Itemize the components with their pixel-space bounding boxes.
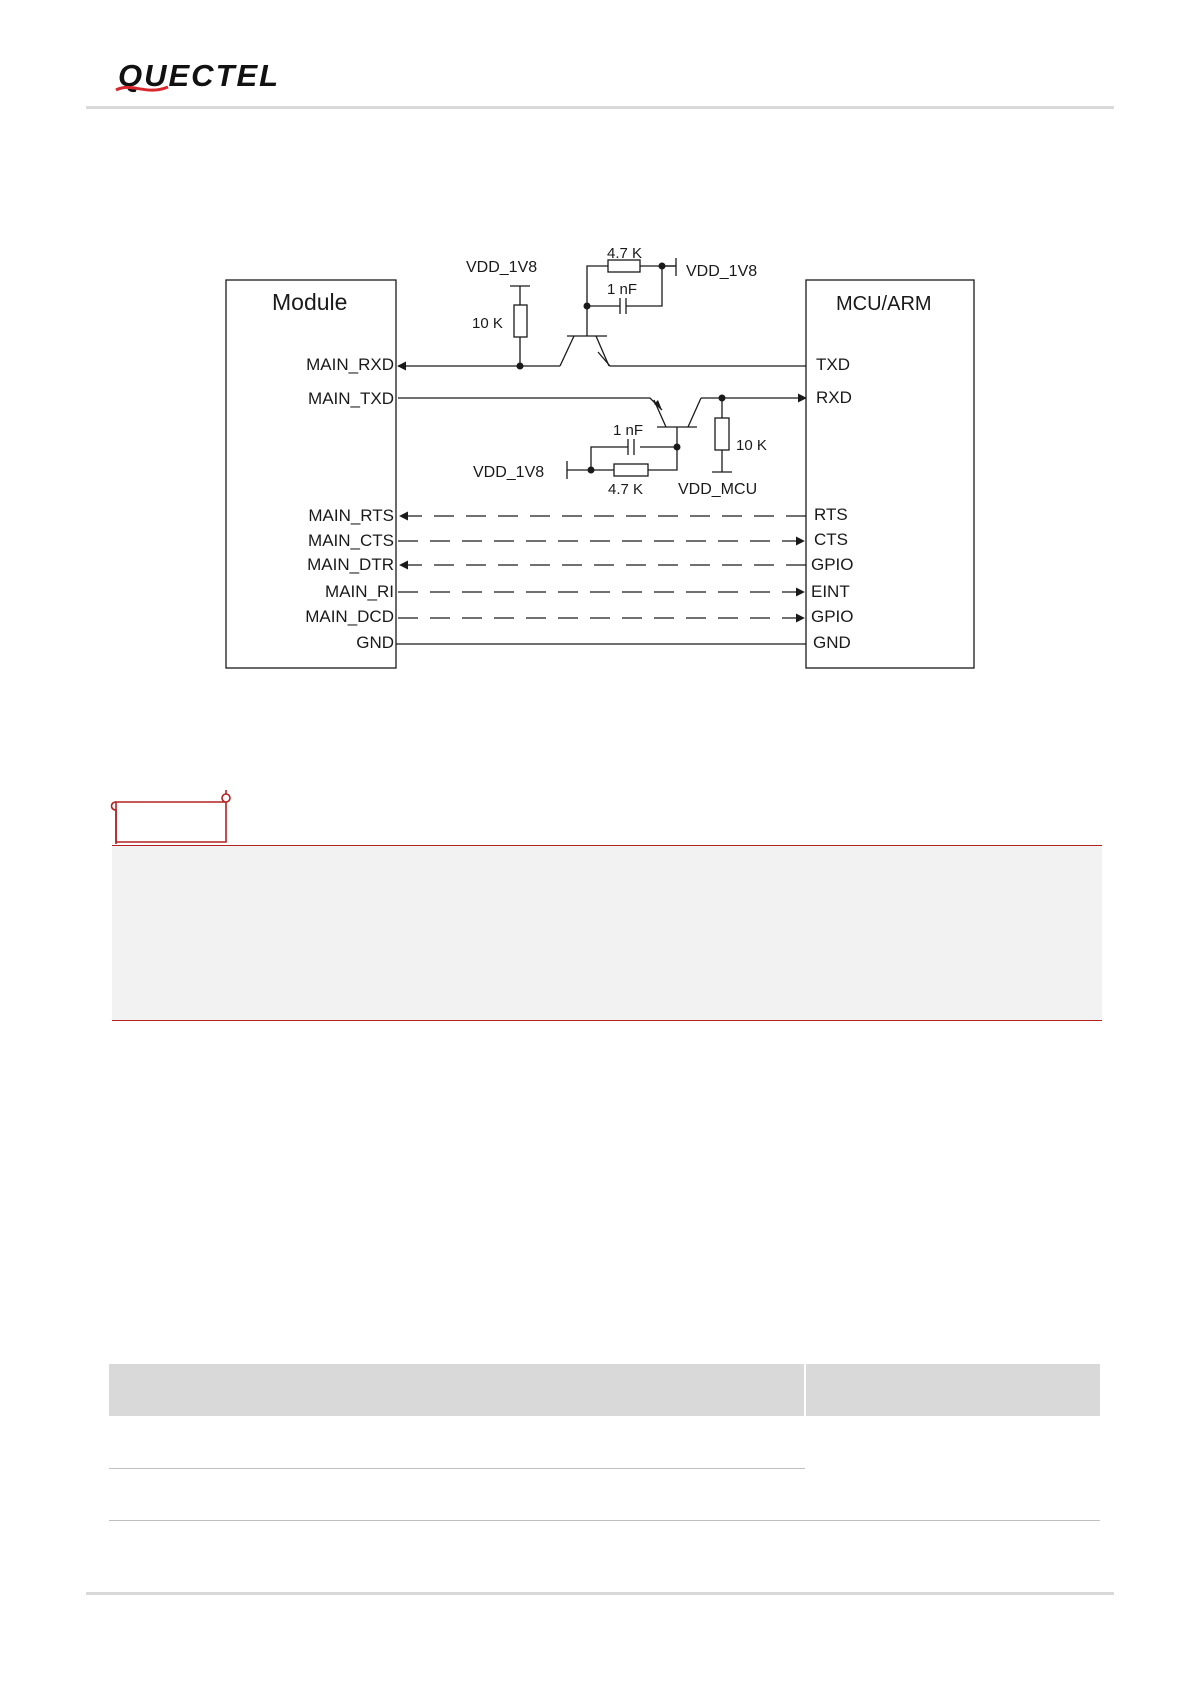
label-1nf-top: 1 nF	[607, 281, 638, 298]
pin-main-ri: MAIN_RI	[325, 582, 394, 601]
module-title: Module	[272, 289, 348, 315]
label-1nf-mid: 1 nF	[613, 422, 644, 439]
logo-wordmark: QUECTEL	[118, 58, 281, 93]
table-row-divider-2	[109, 1520, 1100, 1521]
label-10k-right: 10 K	[736, 437, 767, 454]
note-panel	[112, 845, 1102, 1021]
pin-rts: RTS	[814, 505, 848, 524]
transistor-q1-emitter	[596, 336, 609, 366]
transistor-q1-collector	[560, 336, 574, 366]
node-rmid-left	[588, 467, 595, 474]
table-header-cell-1	[109, 1364, 804, 1416]
label-4k7-mid: 4.7 K	[608, 481, 644, 498]
pin-rxd: RXD	[816, 388, 852, 407]
wire-rmid-right	[648, 447, 677, 470]
pin-gpio-1: GPIO	[811, 555, 854, 574]
footer-divider	[86, 1592, 1114, 1595]
wire-main-txd	[398, 398, 662, 410]
pin-main-txd: MAIN_TXD	[308, 389, 394, 408]
resistor-10k-right	[715, 418, 729, 450]
pin-txd: TXD	[816, 355, 850, 374]
pin-gnd-left: GND	[356, 633, 394, 652]
wire-cap-mid-left	[591, 447, 628, 470]
label-vdd-top-left: VDD_1V8	[466, 259, 538, 276]
node-rxd-pullup-right	[719, 395, 726, 402]
wire-txd-emitter	[598, 352, 806, 366]
pin-eint: EINT	[811, 582, 850, 601]
table-row-divider-1	[109, 1468, 805, 1469]
resistor-4k7-mid	[614, 464, 648, 476]
node-vdd-top-right	[659, 263, 666, 270]
pin-main-rxd: MAIN_RXD	[306, 355, 394, 374]
pin-main-rts: MAIN_RTS	[308, 506, 394, 525]
pin-main-cts: MAIN_CTS	[308, 531, 394, 550]
label-4k7-top: 4.7 K	[607, 245, 643, 262]
node-q1-base	[584, 303, 591, 310]
table-header-cell-2	[806, 1364, 1100, 1416]
label-10k-left: 10 K	[472, 315, 503, 332]
note-tab-icon	[108, 790, 234, 844]
pin-gnd-right: GND	[813, 633, 851, 652]
node-rxd-pullup	[517, 363, 524, 370]
pin-gpio-2: GPIO	[811, 607, 854, 626]
pin-cts: CTS	[814, 530, 848, 549]
label-vdd-top-right: VDD_1V8	[686, 263, 758, 280]
label-vdd-mid-left: VDD_1V8	[473, 464, 545, 481]
pin-main-dcd: MAIN_DCD	[305, 607, 394, 626]
wire-rc-left	[587, 266, 608, 306]
mcu-title: MCU/ARM	[836, 293, 932, 315]
label-vdd-mcu: VDD_MCU	[678, 481, 758, 498]
resistor-10k-left	[514, 305, 527, 337]
pin-main-dtr: MAIN_DTR	[307, 555, 394, 574]
transistor-q2-collector	[688, 398, 701, 427]
node-q2-base	[674, 444, 681, 451]
